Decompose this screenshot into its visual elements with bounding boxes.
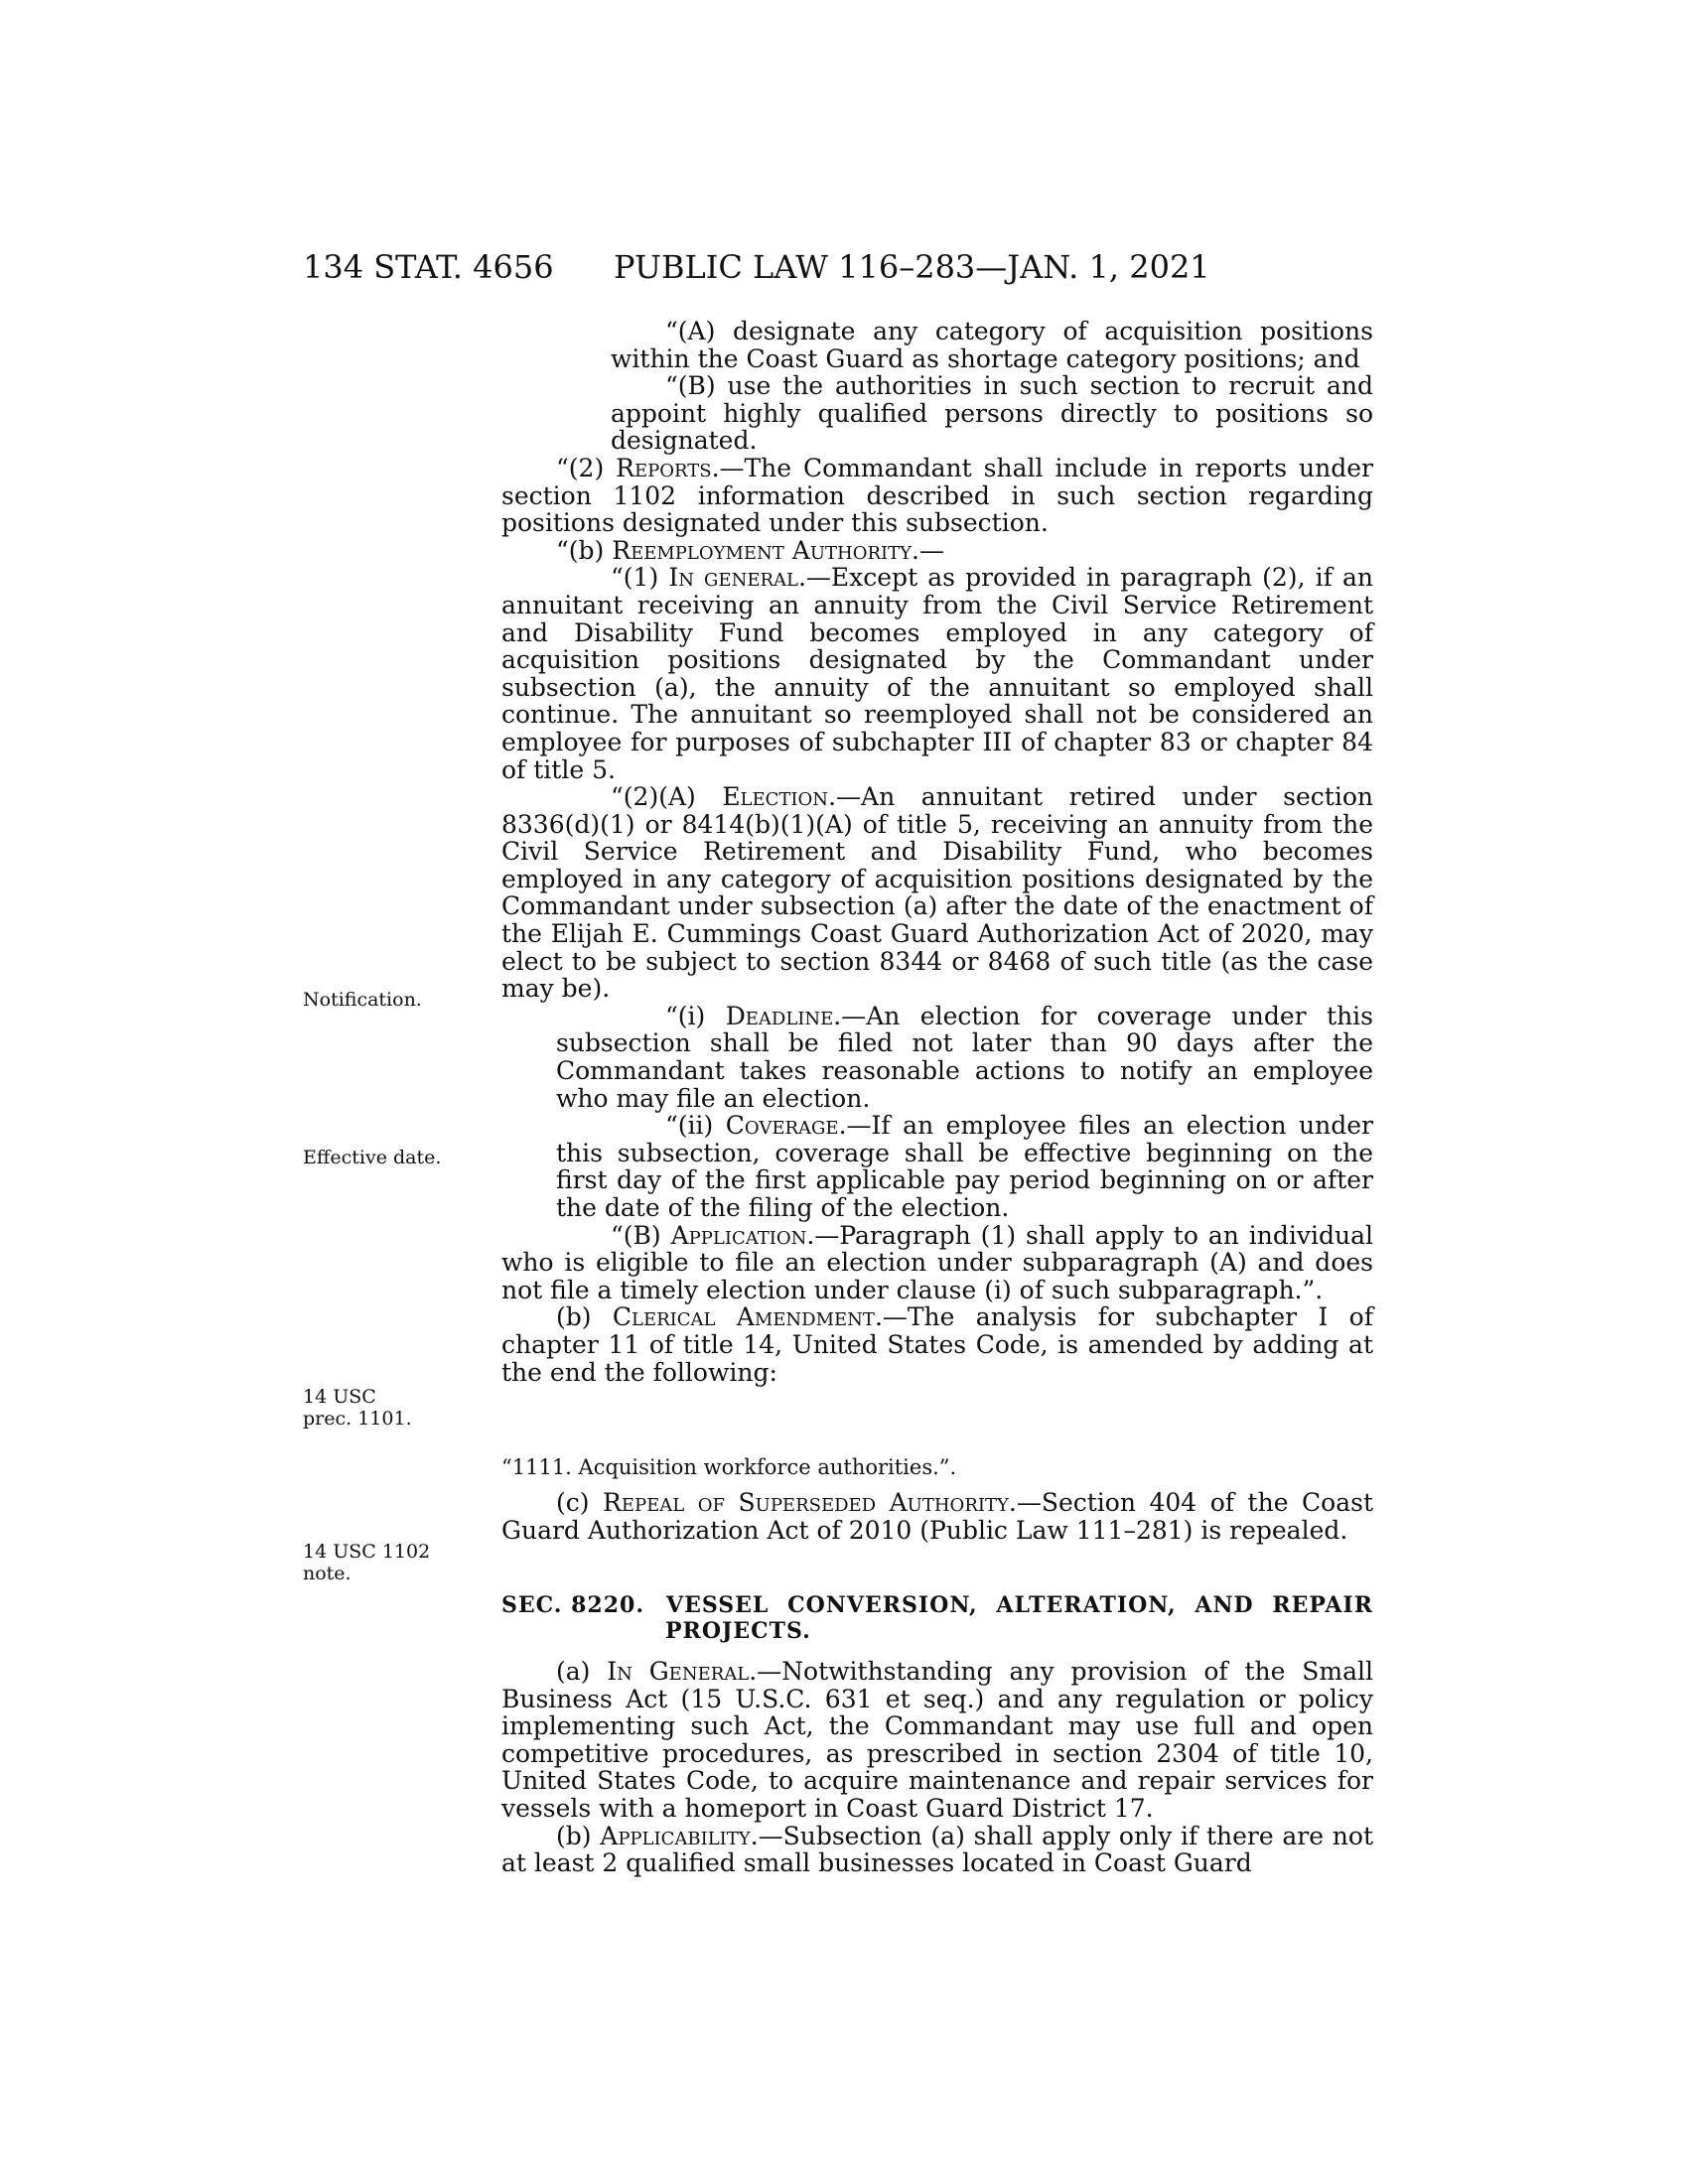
coverage-heading: Coverage <box>725 1111 839 1141</box>
applicability-lead: (b) <box>556 1821 601 1850</box>
section-heading-line1 <box>501 1592 1373 1618</box>
margin-note-usc-prec-line2: prec. 1101. <box>303 1408 412 1430</box>
sec-in-general-heading: In General <box>607 1657 750 1686</box>
amendment-line: “1111. Acquisition workforce authorities.”. <box>501 1455 957 1479</box>
paragraph-application <box>501 1222 1373 1304</box>
paragraph-reemployment-authority <box>501 537 1373 565</box>
repeal-text: .—Section 404 of the Coast Guard Authorization Act of 2010 (Public Law 111–281) is repealed. <box>501 1488 1373 1545</box>
subparagraph-group-a-b <box>501 318 1373 455</box>
deadline-lead: “(i) <box>665 1001 726 1030</box>
margin-note-usc-prec <box>303 1386 442 1430</box>
paragraph-in-general-2 <box>501 1658 1373 1823</box>
in-general-heading: In general <box>668 563 798 593</box>
section-title-line1: VESSEL CONVERSION, ALTERATION, AND REPAIR <box>666 1592 1373 1618</box>
reports-heading: Reports <box>616 453 712 482</box>
applicability-text: .—Subsection (a) shall apply only if there are not at least 2 qualified small businesses located in Coast Guard <box>501 1821 1373 1878</box>
clerical-heading: Clerical Amendment <box>612 1302 875 1332</box>
paragraph-repeal <box>501 1489 1373 1544</box>
paragraph-election <box>501 783 1373 1003</box>
paragraph-deadline <box>556 1003 1373 1112</box>
election-heading: Election <box>722 782 829 812</box>
paragraph-reports <box>501 455 1373 537</box>
paragraph-in-general-1 <box>501 564 1373 783</box>
sec-in-general-text: .—Notwithstanding any provision of the Small Business Act (15 U.S.C. 631 et seq.) and any regulation or policy implementing such Act, the Commandant may use full and open competitive procedures, as prescribed in section 2304 of title 10, United States Code, to acquire maintenance and repair services for vessels with a homeport in Coast Guard District 17. <box>501 1657 1374 1823</box>
body-text-block-3 <box>501 1658 1373 1877</box>
margin-note-usc-1102 <box>303 1541 442 1584</box>
paragraph-coverage <box>556 1112 1373 1221</box>
margin-note-usc-1102-line2: note. <box>303 1563 352 1584</box>
page-running-title: PUBLIC LAW 116–283—JAN. 1, 2021 <box>614 248 1210 286</box>
section-label: SEC. 8220. <box>501 1592 644 1618</box>
reemployment-lead: “(b) <box>556 535 613 565</box>
clerical-lead: (b) <box>556 1302 613 1332</box>
section-heading <box>501 1592 1373 1644</box>
deadline-heading: Deadline <box>725 1001 834 1030</box>
application-text: .—Paragraph (1) shall apply to an individual who is eligible to file an election under subparagraph (A) and does not file a timely election under clause (i) of such subparagraph.”. <box>501 1220 1373 1304</box>
repeal-lead: (c) <box>556 1488 604 1517</box>
sec-in-general-lead: (a) <box>556 1657 608 1686</box>
in-general-text: .—Except as provided in paragraph (2), if an annuitant receiving an annuity from the Civil Service Retirement and Disability Fund becomes employed in any category of acquisition positions designated by the Commandant under subsection (a), the annuity of the annuitant so employed shall continue. The annuitant so reemployed shall not be considered an employee for purposes of subchapter III of chapter 83 or chapter 84 of title 5. <box>501 563 1373 784</box>
margin-note-usc-prec-line1: 14 USC <box>303 1386 376 1408</box>
application-lead: “(B) <box>611 1220 671 1250</box>
applicability-heading: Applicability <box>600 1821 751 1850</box>
margin-note-usc-1102-line1: 14 USC 1102 <box>303 1541 431 1563</box>
reemployment-text: .— <box>912 535 944 565</box>
repeal-heading: Repeal of Superseded Authority <box>603 1488 1009 1517</box>
coverage-text: .—If an employee files an election under this subsection, coverage shall be effective beginning on the first day of the first applicable pay period beginning on or after the date of the filing of the election. <box>556 1111 1373 1222</box>
coverage-lead: “(ii) <box>665 1111 726 1141</box>
clerical-text: .—The analysis for subchapter I of chapter 11 of title 14, United States Code, is amended by adding at the end the following: <box>501 1302 1373 1387</box>
election-text: .—An annuitant retired under section 8336(d)(1) or 8414(b)(1)(A) of title 5, receiving an annuity from the Civil Service Retirement and Disability Fund, who becomes employed in any category of acquisition positions designated by the Commandant under subsection (a) after the date of the enactment of the Elijah E. Cummings Coast Guard Authorization Act of 2020, may elect to be subject to section 8344 or 8468 of such title (as the case may be). <box>501 782 1373 1004</box>
reports-text: .—The Commandant shall include in reports under section 1102 information described in such section regarding positions designated under this subsection. <box>501 453 1373 538</box>
in-general-lead: “(1) <box>611 563 669 593</box>
paragraph-clerical-amendment <box>501 1303 1373 1386</box>
reemployment-heading: Reemployment Authority <box>612 535 912 565</box>
election-lead: “(2)(A) <box>611 782 723 812</box>
paragraph-applicability <box>501 1823 1373 1877</box>
clause-group <box>501 1003 1373 1222</box>
paragraph-b: “(B) use the authorities in such section to recruit and appoint highly qualified persons directly to positions so designated. <box>611 371 1373 456</box>
body-text-block-2 <box>501 1489 1373 1544</box>
section-title-line2: PROJECTS. <box>665 1618 811 1644</box>
page-stat-number: 134 STAT. 4656 <box>303 248 554 286</box>
deadline-text: .—An election for coverage under this subsection shall be filed not later than 90 days after the Commandant takes reasonable actions to notify an employee who may file an election. <box>556 1001 1374 1113</box>
paragraph-a: “(A) designate any category of acquisition positions within the Coast Guard as shortage category positions; and <box>611 317 1373 373</box>
body-text-block-1 <box>501 318 1373 1386</box>
margin-note-notification: Notification. <box>303 989 422 1011</box>
application-heading: Application <box>670 1220 807 1250</box>
reports-lead: “(2) <box>556 453 617 482</box>
margin-note-effective-date: Effective date. <box>303 1147 442 1168</box>
